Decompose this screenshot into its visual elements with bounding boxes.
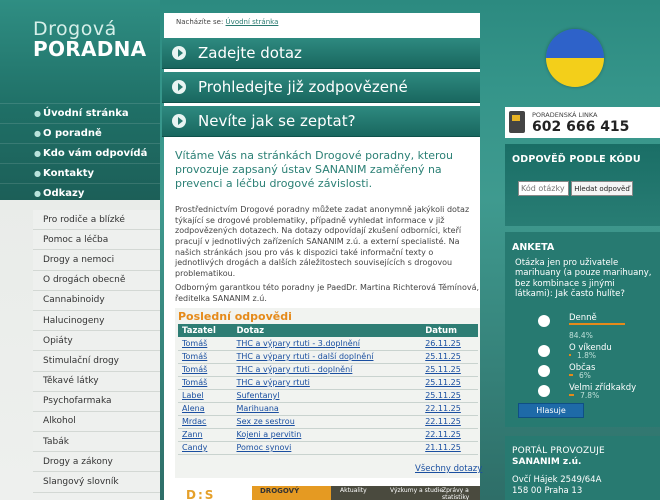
arrow-right-icon [172, 80, 186, 94]
address-line1: Ovčí Hájek 2549/64A [512, 475, 602, 485]
poll-option-label: O víkendu [569, 343, 612, 353]
nav-item-about[interactable] [0, 123, 160, 143]
topic-item[interactable]: Alkohol [33, 412, 160, 432]
question-link[interactable]: THC a výpary rtuti [232, 376, 421, 389]
nav-item-label: Odkazy [43, 188, 85, 199]
footer-orange-label: DROGOVÝ [252, 486, 331, 500]
topic-item[interactable]: Tabák [33, 432, 160, 452]
question-link[interactable]: Marihuana [232, 402, 421, 415]
arrow-right-icon [172, 46, 186, 60]
question-link[interactable]: Pomoc synovi [232, 441, 421, 454]
poll-question: Otázka jen pro uživatele marihuany (a pouze marihuany, bez kombinace s jinými látkami): Jak často hulíte? [515, 258, 652, 300]
asker-cell[interactable]: Tomáš [178, 363, 232, 376]
table-row[interactable] [178, 376, 478, 389]
operator-name: SANANIM z.ú. [512, 457, 582, 467]
table-row[interactable] [178, 363, 478, 376]
welcome-text: Vítáme Vás na stránkách Drogové poradny, kterou provozuje zapsaný ústav SANANIM zaměřený na prevenci a léčbu drogové závislosti. [175, 149, 454, 190]
radio-button[interactable] [538, 365, 550, 377]
poll-option-label: Velmi zřídkakdy [569, 383, 637, 393]
guarantee-text: Odborným garantkou této poradny je PaedDr. Martina Richterová Těmínová, ředitelka SANANIM z.ú. [175, 283, 480, 303]
table-row[interactable] [178, 389, 478, 402]
table-row[interactable] [178, 415, 478, 428]
date-cell[interactable]: 25.11.25 [421, 350, 478, 363]
date-cell[interactable]: 21.11.25 [421, 441, 478, 454]
date-cell[interactable]: 25.11.25 [421, 376, 478, 389]
table-row[interactable] [178, 402, 478, 415]
bullet-icon: ● [34, 129, 41, 138]
topic-item[interactable]: Psychofarmaka [33, 392, 160, 412]
nav-item-label: Kdo vám odpovídá [43, 148, 148, 159]
intro-text: Prostřednictvím Drogové poradny můžete zadat anonymně jakýkoli dotaz týkající se drogové problematiky, případně vyhledat informace v již zodpovězených dotazech. Na dotazy odpovídají zkušení odborníci, kteří pracují v jednotlivých zařízeních SANANIM z.ú. a externí specialisté. Na našich stránkách jsou pro vás k dispozici také informační texty o jednotlivých drogách a dalších záležitostech souvisejících s drogovou problematikou. [175, 205, 470, 278]
asker-cell[interactable]: Candy [178, 441, 232, 454]
radio-button[interactable] [538, 315, 550, 327]
nav-item-links[interactable] [0, 183, 160, 203]
nav-item-label: Úvodní stránka [43, 108, 129, 119]
nav-item-label: O poradně [43, 128, 102, 139]
breadcrumb-prefix: Nacházíte se: [176, 18, 224, 26]
table-row[interactable] [178, 441, 478, 454]
topic-item[interactable]: Opiáty [33, 331, 160, 351]
table-row[interactable] [178, 350, 478, 363]
last-answers-table [178, 324, 478, 455]
asker-cell[interactable]: Alena [178, 402, 232, 415]
bullet-icon: ● [34, 169, 41, 178]
topic-item[interactable]: Drogy a zákony [33, 452, 160, 472]
date-cell[interactable]: 25.11.25 [421, 363, 478, 376]
phone-icon [509, 111, 525, 133]
date-cell[interactable]: 26.11.25 [421, 337, 478, 350]
topic-item[interactable]: Drogy a nemoci [33, 250, 160, 270]
hotline-box [505, 107, 660, 138]
ukraine-flag-icon[interactable] [546, 29, 604, 87]
col-header-date: Datum [421, 324, 478, 337]
bullet-icon: ● [34, 149, 41, 158]
footer-link-research[interactable]: Výzkumy a studie [390, 487, 444, 494]
hotline-number: 602 666 415 [532, 119, 630, 135]
radio-button[interactable] [538, 385, 550, 397]
topic-item[interactable]: Pro rodiče a blízké [33, 210, 160, 230]
search-answered-button[interactable] [162, 72, 480, 103]
nav-item-home[interactable] [0, 103, 160, 123]
main-nav [0, 103, 160, 203]
operator-box [505, 436, 660, 500]
poll-option-label: Občas [569, 363, 596, 373]
poll-result-percent: 6% [578, 371, 591, 380]
button-label: Prohledejte již zodpovězené [198, 78, 408, 96]
find-answer-button[interactable]: Hledat odpověď [571, 181, 633, 196]
ask-question-button[interactable] [162, 38, 480, 69]
bullet-icon: ● [34, 109, 41, 118]
vote-button[interactable]: Hlasuje [518, 403, 584, 418]
question-link[interactable]: THC a výpary rtuti - doplnění [232, 363, 421, 376]
last-answers-title: Poslední odpovědi [178, 310, 292, 323]
breadcrumb-link[interactable]: Úvodní stránka [225, 18, 279, 26]
asker-cell[interactable]: Zann [178, 428, 232, 441]
table-row[interactable] [178, 337, 478, 350]
nav-item-label: Kontakty [43, 168, 95, 179]
how-to-ask-button[interactable] [162, 106, 480, 137]
question-link[interactable]: Sufentanyl [232, 389, 421, 402]
poll-result-percent: 84.4% [569, 331, 593, 340]
topic-item[interactable]: O drogách obecně [33, 271, 160, 291]
col-header-asker: Tazatel [178, 324, 232, 337]
nav-item-who-answers[interactable] [0, 143, 160, 163]
footer-link-stats[interactable]: Zprávy a statistiky [442, 487, 470, 500]
question-link[interactable]: THC a výpary rtuti - 3.doplnění [232, 337, 421, 350]
poll-option-label: Denně [569, 313, 597, 323]
question-link[interactable]: THC a výpary rtuti - další doplnění [232, 350, 421, 363]
logo-line1: Drogová [33, 18, 117, 40]
all-questions-link[interactable]: Všechny dotazy [415, 464, 483, 474]
arrow-right-icon [172, 114, 186, 128]
question-link[interactable]: Kojeni a pervitin [232, 428, 421, 441]
footer-link-news[interactable]: Aktuality [340, 487, 367, 494]
nav-item-contacts[interactable] [0, 163, 160, 183]
topic-nav [33, 210, 160, 493]
breadcrumb [176, 18, 278, 26]
topic-item[interactable]: Halucinogeny [33, 311, 160, 331]
topic-item[interactable]: Stimulační drogy [33, 351, 160, 371]
operator-label: PORTÁL PROVOZUJE [512, 446, 605, 456]
topic-item[interactable]: Pomoc a léčba [33, 230, 160, 250]
date-cell[interactable]: 25.11.25 [421, 389, 478, 402]
drugs-info-logo[interactable]: D:S [186, 488, 216, 500]
radio-button[interactable] [538, 345, 550, 357]
question-code-input[interactable] [518, 181, 569, 196]
asker-cell[interactable]: Tomáš [178, 376, 232, 389]
poll-result-percent: 7.8% [580, 391, 600, 400]
address-line2: 158 00 Praha 13 [512, 486, 583, 496]
topic-item[interactable]: Cannabinoidy [33, 291, 160, 311]
bullet-icon: ● [34, 189, 41, 198]
asker-cell[interactable]: Mrdac [178, 415, 232, 428]
answer-by-code-title: ODPOVĚĎ PODLE KÓDU [512, 154, 641, 165]
asker-cell[interactable]: Label [178, 389, 232, 402]
poll-result-percent: 1.8% [577, 351, 597, 360]
topic-item[interactable]: Těkavé látky [33, 372, 160, 392]
asker-cell[interactable]: Tomáš [178, 350, 232, 363]
poll-result-bar [569, 323, 625, 325]
date-cell[interactable]: 22.11.25 [421, 402, 478, 415]
date-cell[interactable]: 22.11.25 [421, 415, 478, 428]
button-label: Zadejte dotaz [198, 44, 302, 62]
col-header-question: Dotaz [232, 324, 421, 337]
date-cell[interactable]: 22.11.25 [421, 428, 478, 441]
hotline-label: PORADENSKÁ LINKA [532, 111, 598, 119]
question-link[interactable]: Sex ze sestrou [232, 415, 421, 428]
asker-cell[interactable]: Tomáš [178, 337, 232, 350]
button-label: Nevíte jak se zeptat? [198, 112, 356, 130]
topic-item[interactable]: Slangový slovník [33, 472, 160, 492]
site-logo[interactable] [33, 20, 146, 59]
poll-title: ANKETA [512, 242, 555, 253]
logo-line2: PORADNA [33, 37, 147, 61]
table-row[interactable] [178, 428, 478, 441]
